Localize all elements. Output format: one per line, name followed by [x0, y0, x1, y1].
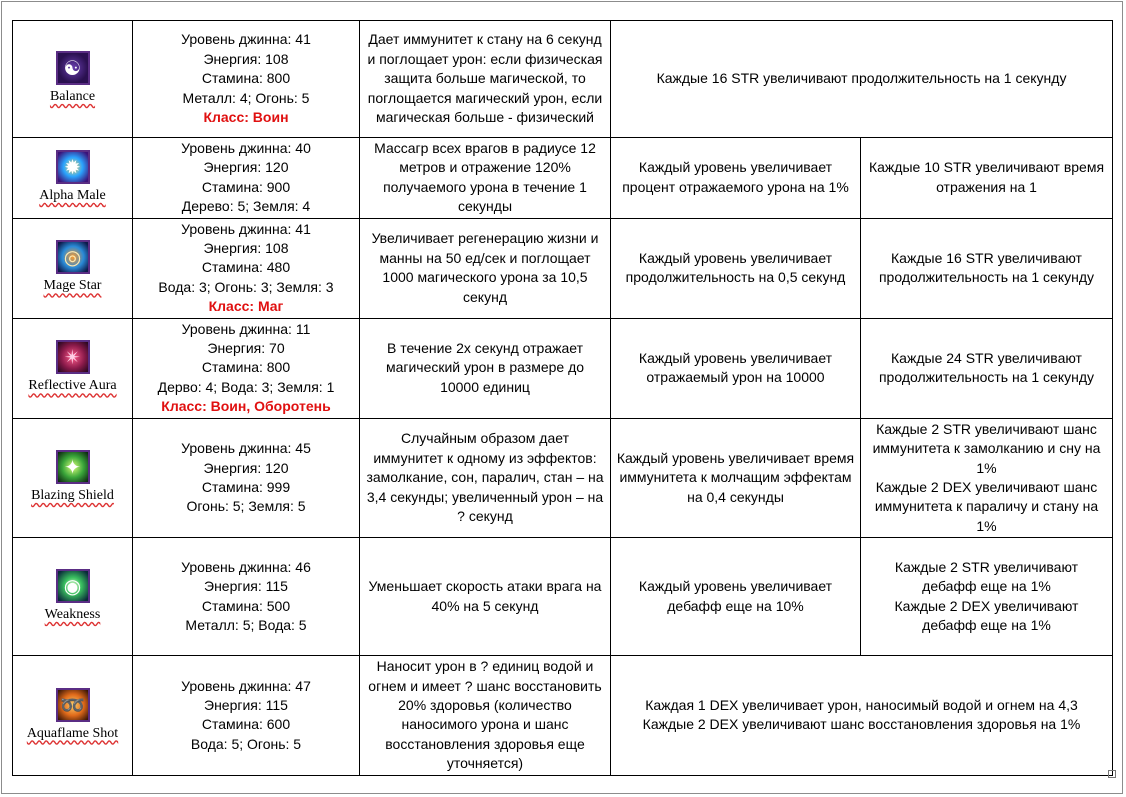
- skill-row: [13, 538, 1113, 656]
- stats-cell: [133, 418, 360, 537]
- stat-scaling-cell: [861, 418, 1113, 537]
- stat-line: Вода: 3; Огонь: 3; Земля: 3: [158, 278, 334, 295]
- stat-line: Стамина: 999: [201, 478, 291, 495]
- scaling-line: Каждые 2 DEX увеличивают шанс иммунитета к параличу и стану на 1%: [874, 478, 1099, 534]
- stat-line: Энергия: 120: [203, 159, 289, 176]
- stats-cell: [133, 318, 360, 418]
- stat-line: Уровень джинна: 41: [181, 31, 311, 48]
- skill-cell: [13, 218, 133, 318]
- description-cell: В течение 2х секунд отражает магический урон в размере до 10000 единиц: [360, 318, 611, 418]
- stat-line: Дерво: 4; Вода: 3; Земля: 1: [157, 378, 335, 395]
- skill-row: [13, 656, 1113, 775]
- stat-line: Стамина: 600: [201, 716, 291, 733]
- stat-line: Металл: 4; Огонь: 5: [182, 89, 310, 106]
- stat-line: Уровень джинна: 40: [181, 140, 311, 156]
- scaling-line: Каждая 1 DEX увеличивает урон, наносимый водой и огнем на 4,3: [645, 696, 1078, 713]
- skill-name: Mage Star: [43, 278, 102, 294]
- scaling-line: Каждые 2 STR увеличивают шанс иммунитета к замолканию и сну на 1%: [872, 420, 1101, 476]
- skill-row: [13, 138, 1113, 219]
- level-scaling-cell: [611, 218, 861, 318]
- skill-name: Reflective Aura: [28, 378, 117, 394]
- stat-line: Энергия: 108: [203, 50, 289, 67]
- stats-cell: [133, 538, 360, 656]
- scaling-line: Каждые 2 STR увеличивают дебафф еще на 1%: [894, 558, 1079, 595]
- stat-scaling-cell: [861, 538, 1113, 656]
- stat-line: Уровень джинна: 41: [181, 220, 311, 237]
- stat-line: Огонь: 5; Земля: 5: [186, 498, 306, 515]
- skill-row: [13, 21, 1113, 138]
- scaling-line: Каждый уровень увеличивает продолжительность на 0,5 секунд: [625, 249, 846, 286]
- stat-line: Энергия: 115: [204, 578, 288, 595]
- skill-row: [13, 218, 1113, 318]
- skill-cell: [13, 318, 133, 418]
- skill-name: Weakness: [44, 606, 101, 622]
- level-scaling-cell: [611, 538, 861, 656]
- stat-line: Уровень джинна: 11: [181, 320, 311, 337]
- skill-cell: [13, 656, 133, 775]
- scaling-cell: [611, 656, 1113, 775]
- skill-name: Alpha Male: [39, 188, 106, 204]
- scaling-line: Каждые 2 DEX увеличивают шанс восстановления здоровья на 1%: [642, 716, 1081, 733]
- stat-line: Уровень джинна: 46: [181, 558, 311, 575]
- skill-name: Aquaflame Shot: [26, 725, 119, 741]
- description-cell: Случайным образом дает иммунитет к одному из эффектов: замолкание, сон, паралич, стан – на 3,4 секунды; увеличенный урон – на ? секунд: [360, 418, 611, 537]
- stat-line: Уровень джинна: 47: [181, 677, 311, 694]
- reflective-aura-icon: ✴: [56, 340, 90, 374]
- stat-line: Энергия: 120: [203, 459, 289, 476]
- scaling-line: Каждый уровень увеличивает процент отражаемого урона на 1%: [622, 159, 849, 195]
- stats-cell: [133, 656, 360, 775]
- level-scaling-cell: [611, 138, 861, 219]
- blazing-shield-icon: ✦: [56, 450, 90, 484]
- stat-scaling-cell: [861, 138, 1113, 219]
- class-label: Класс: Маг: [208, 298, 284, 315]
- stats-cell: [133, 138, 360, 219]
- scaling-line: Каждые 16 STR увеличивают продолжительность на 1 секунду: [878, 249, 1095, 286]
- stat-line: Дерево: 5; Земля: 4: [181, 198, 311, 215]
- description-cell: Увеличивает регенерацию жизни и манны на 50 ед/сек и поглощает 1000 магического урона за 10,5 секунд: [360, 218, 611, 318]
- mage-star-ring-icon: ◎: [56, 240, 90, 274]
- alpha-male-burst-icon: ✹: [56, 150, 90, 184]
- description-cell: Дает иммунитет к стану на 6 секунд и поглощает урон: если физическая защита больше магической, то поглощается магический урон, если магическая больше - физический: [360, 21, 611, 138]
- stat-line: Металл: 5; Вода: 5: [185, 617, 307, 634]
- skill-row: [13, 418, 1113, 537]
- scaling-line: Каждый уровень увеличивает время иммунитета к молчащим эффектам на 0,4 секунды: [616, 449, 855, 505]
- description-cell: Уменьшает скорость атаки врага на 40% на 5 секунд: [360, 538, 611, 656]
- stat-scaling-cell: [861, 218, 1113, 318]
- stat-line: Энергия: 70: [207, 340, 285, 357]
- level-scaling-cell: [611, 318, 861, 418]
- description-cell: Наносит урон в ? единиц водой и огнем и имеет ? шанс восстановить 20% здоровья (количество наносимого урона и шанс восстановления здоровья еще уточняется): [360, 656, 611, 775]
- stat-line: Стамина: 800: [201, 70, 291, 87]
- aquaflame-shot-icon: ➿: [56, 688, 90, 722]
- class-label: Класс: Воин, Оборотень: [161, 398, 331, 415]
- skill-cell: [13, 138, 133, 219]
- stat-line: Стамина: 900: [201, 178, 291, 195]
- skill-cell: [13, 418, 133, 537]
- table-resize-handle[interactable]: [1108, 770, 1116, 778]
- weakness-orb-icon: ◉: [56, 569, 90, 603]
- description-cell: Массагр всех врагов в радиусе 12 метров и отражение 120% получаемого урона в течение 1 секунды: [360, 138, 611, 219]
- scaling-line: Каждые 10 STR увеличивают время отражения на 1: [868, 159, 1105, 195]
- scaling-line: Каждый уровень увеличивает дебафф еще на 10%: [638, 578, 833, 614]
- stat-line: Вода: 5; Огонь: 5: [190, 735, 302, 752]
- scaling-line: Каждые 24 STR увеличивают продолжительность на 1 секунду: [878, 349, 1095, 386]
- scaling-cell: [611, 21, 1113, 138]
- skill-cell: [13, 538, 133, 656]
- stat-line: Стамина: 800: [201, 359, 291, 376]
- class-label: Класс: Воин: [203, 109, 289, 126]
- stat-line: Уровень джинна: 45: [181, 440, 311, 457]
- stat-line: Энергия: 115: [204, 696, 288, 713]
- stat-line: Энергия: 108: [203, 240, 289, 257]
- stat-scaling-cell: [861, 318, 1113, 418]
- skills-table: [12, 20, 1113, 776]
- balance-yin-yang-icon: ☯: [56, 51, 90, 85]
- stats-cell: [133, 218, 360, 318]
- scaling-line: Каждый уровень увеличивает отражаемый урон на 10000: [638, 349, 833, 386]
- skill-name: Blazing Shield: [31, 488, 114, 504]
- skill-row: [13, 318, 1113, 418]
- skill-name: Balance: [49, 89, 96, 105]
- scaling-line: Каждые 16 STR увеличивают продолжительность на 1 секунду: [656, 70, 1067, 87]
- scaling-line: Каждые 2 DEX увеличивают дебафф еще на 1%: [894, 597, 1079, 634]
- skill-cell: [13, 21, 133, 138]
- stat-line: Стамина: 500: [201, 597, 291, 614]
- stat-line: Стамина: 480: [201, 259, 291, 276]
- level-scaling-cell: [611, 418, 861, 537]
- stats-cell: [133, 21, 360, 138]
